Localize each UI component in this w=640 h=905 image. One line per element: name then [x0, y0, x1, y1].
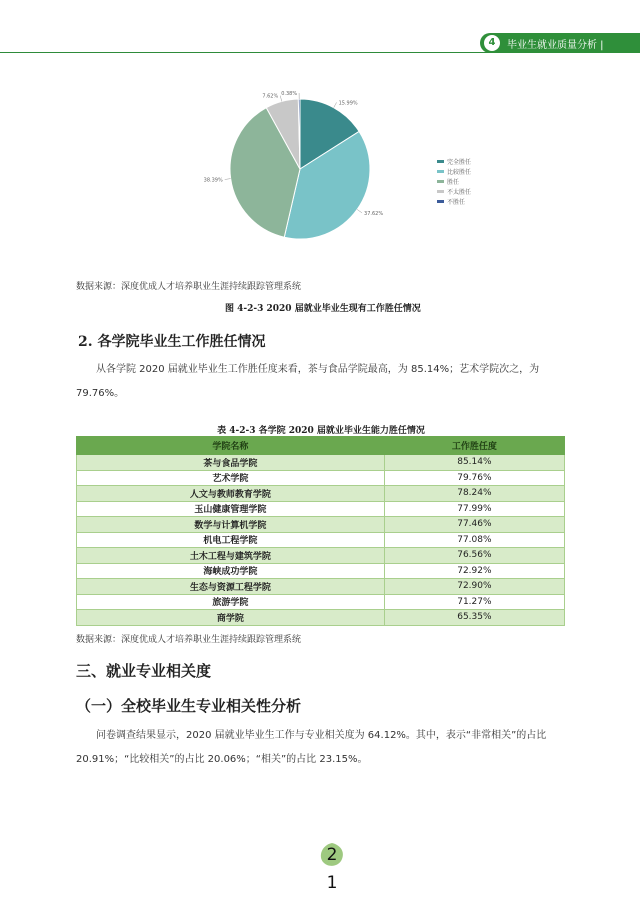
legend-entry — [437, 176, 471, 186]
table-row — [77, 594, 565, 610]
table-row — [77, 563, 565, 579]
competence-value-cell: 77.99% — [384, 501, 564, 517]
table-row — [77, 579, 565, 595]
pie-leader-line — [357, 209, 362, 212]
college-name-cell: 数学与计算机学院 — [77, 517, 385, 533]
competence-value-cell: 71.27% — [384, 594, 564, 610]
college-name-cell: 人文与教师教育学院 — [77, 486, 385, 502]
competence-value-cell: 78.24% — [384, 486, 564, 502]
pie-chart — [203, 90, 420, 260]
legend-swatch — [437, 200, 444, 203]
table-row — [77, 470, 565, 486]
table-row — [77, 517, 565, 533]
pie-data-label: 38.39% — [203, 177, 223, 184]
pie-data-label: 15.99% — [338, 100, 358, 107]
table-row — [77, 486, 565, 502]
college-name-cell: 艺术学院 — [77, 470, 385, 486]
section-heading: 三、就业专业相关度 — [76, 662, 212, 680]
competence-value-cell: 85.14% — [384, 455, 564, 471]
data-source-note: 数据来源：深度优成人才培养职业生涯持续跟踪管理系统 — [76, 635, 302, 645]
pie-leader-line — [225, 179, 231, 180]
legend-label: 完全胜任 — [447, 158, 472, 166]
legend-swatch — [437, 180, 444, 183]
legend-swatch — [437, 160, 444, 163]
college-name-cell: 生态与资源工程学院 — [77, 579, 385, 595]
table-row — [77, 610, 565, 626]
competence-value-cell: 65.35% — [384, 610, 564, 626]
table-row — [77, 532, 565, 548]
legend-entry — [437, 196, 471, 206]
table-caption: 表 4-2-3 各学院 2020 届就业毕业生能力胜任情况 — [217, 426, 425, 436]
competence-value-cell: 76.56% — [384, 548, 564, 564]
pie-legend — [437, 156, 471, 206]
page-number: 2 — [326, 845, 338, 865]
table-row — [77, 501, 565, 517]
table-row — [77, 548, 565, 564]
legend-label: 胜任 — [447, 178, 460, 186]
college-name-cell: 旅游学院 — [77, 594, 385, 610]
legend-swatch — [437, 190, 444, 193]
legend-entry — [437, 186, 471, 196]
header-title: 毕业生就业质量分析 | — [507, 40, 604, 51]
table-header-competence: 工作胜任度 — [384, 437, 564, 455]
competence-value-cell: 77.08% — [384, 532, 564, 548]
pie-data-label: 0.38% — [281, 91, 298, 98]
college-name-cell: 商学院 — [77, 610, 385, 626]
pie-data-label: 7.62% — [262, 93, 279, 100]
section-heading: 2. 各学院毕业生工作胜任情况 — [78, 334, 266, 350]
table-row — [77, 455, 565, 471]
subsection-heading: （一）全校毕业生专业相关性分析 — [76, 697, 302, 715]
competence-value-cell: 72.90% — [384, 579, 564, 595]
page-number: 1 — [326, 873, 338, 893]
legend-swatch — [437, 170, 444, 173]
legend-label: 不太胜任 — [447, 188, 472, 196]
college-name-cell: 机电工程学院 — [77, 532, 385, 548]
body-paragraph: 问卷调查结果显示，2020 届就业毕业生工作与专业相关度为 64.12%。其中，表示“非常相关”的占比 20.91%；“比较相关”的占比 20.06%；“相关”的占比 23.15%。 — [76, 730, 547, 765]
college-name-cell: 茶与食品学院 — [77, 455, 385, 471]
legend-entry — [437, 156, 471, 166]
legend-label: 比较胜任 — [447, 168, 472, 176]
competence-value-cell: 72.92% — [384, 563, 564, 579]
pie-leader-line — [334, 102, 337, 107]
college-name-cell: 海峡成功学院 — [77, 563, 385, 579]
college-name-cell: 土木工程与建筑学院 — [77, 548, 385, 564]
chapter-number-badge: 4 — [484, 35, 500, 51]
pie-data-label: 37.62% — [364, 210, 384, 217]
body-paragraph: 从各学院 2020 届就业毕业生工作胜任度来看，茶与食品学院最高，为 85.14%；艺术学院次之，为 79.76%。 — [76, 364, 540, 399]
legend-entry — [437, 166, 471, 176]
figure-caption: 图 4-2-3 2020 届就业毕业生现有工作胜任情况 — [225, 304, 421, 314]
data-source-note: 数据来源：深度优成人才培养职业生涯持续跟踪管理系统 — [76, 282, 302, 292]
competence-table — [76, 436, 565, 626]
table-header-college: 学院名称 — [77, 437, 385, 455]
college-name-cell: 玉山健康管理学院 — [77, 501, 385, 517]
legend-label: 不胜任 — [447, 198, 466, 206]
competence-value-cell: 79.76% — [384, 470, 564, 486]
competence-value-cell: 77.46% — [384, 517, 564, 533]
